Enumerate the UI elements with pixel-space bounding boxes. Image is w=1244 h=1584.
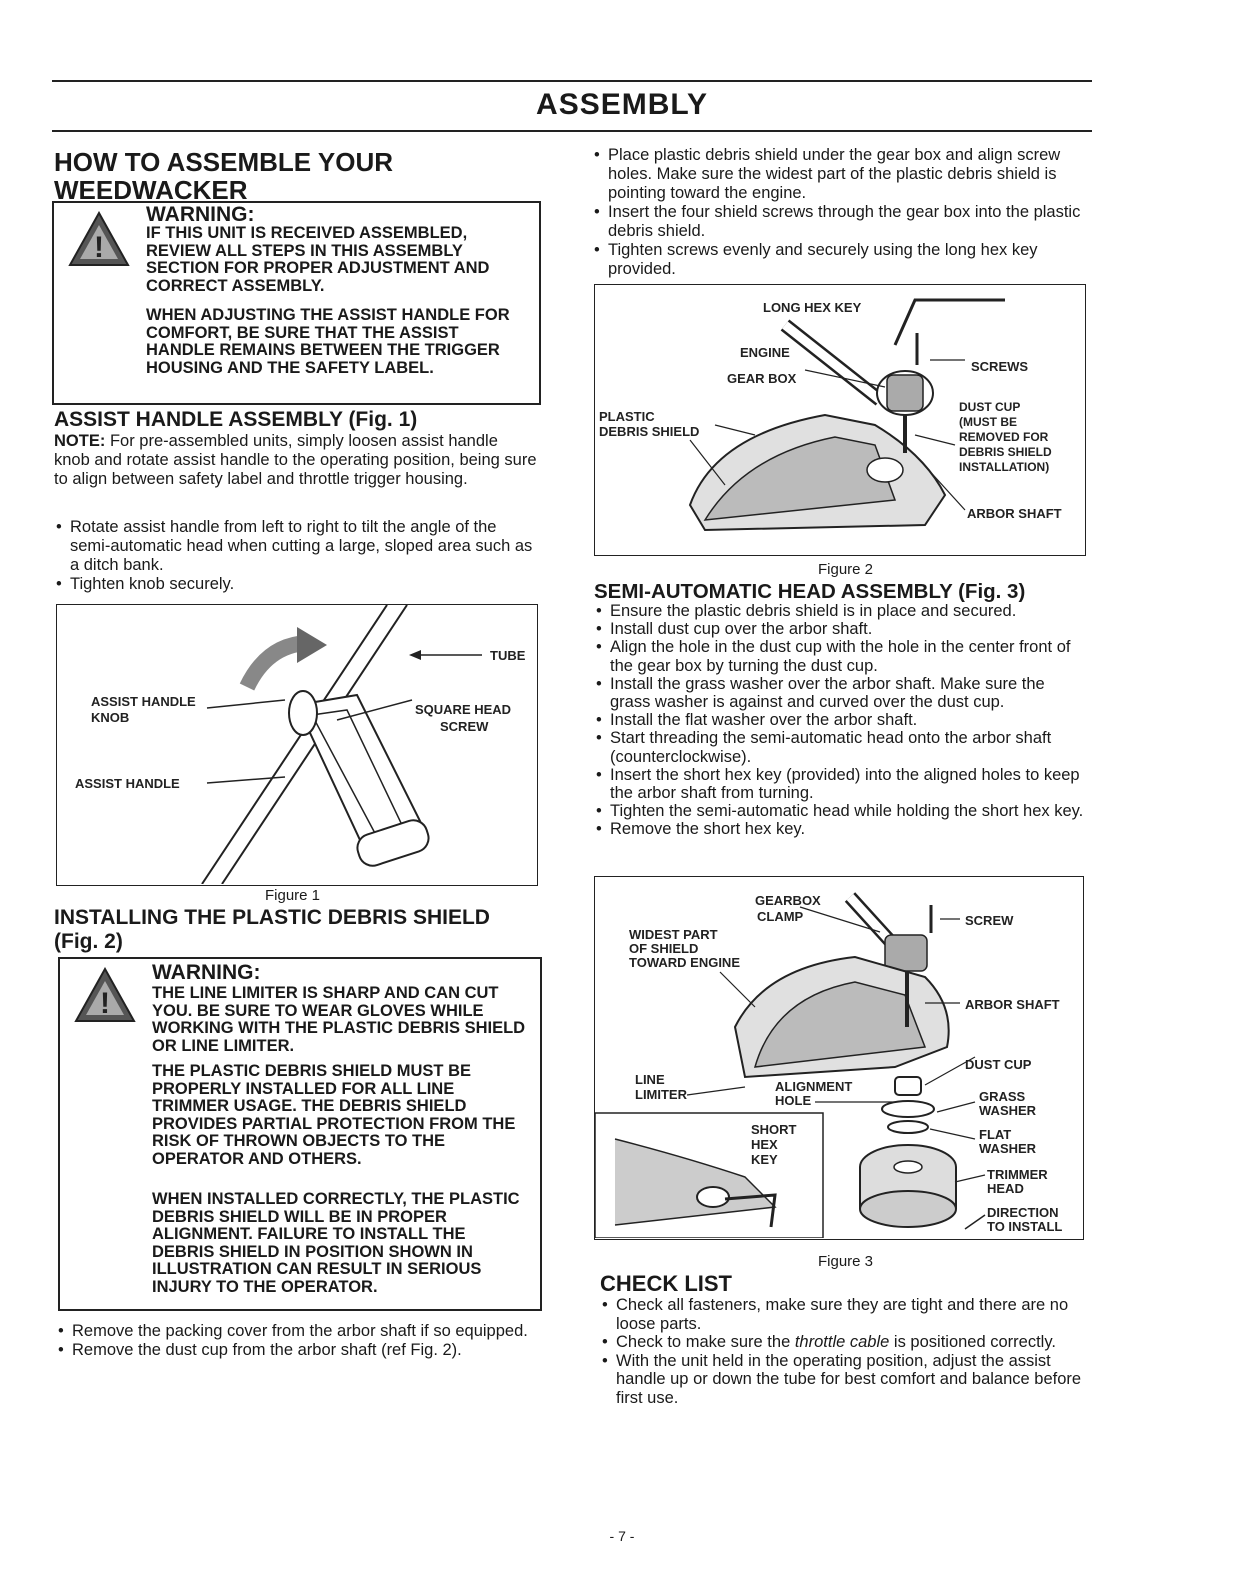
label-dust-cup: INSTALLATION) — [959, 460, 1050, 474]
warning-box-1 — [52, 201, 541, 405]
list-item: • Check all fasteners, make sure they are tight and there are no loose parts. — [600, 1296, 1090, 1333]
label-line-limiter: LIMITER — [635, 1087, 687, 1102]
page-number: - 7 - — [609, 1528, 635, 1544]
warning-triangle-icon — [68, 211, 130, 267]
section-heading-assist: ASSIST HANDLE ASSEMBLY (Fig. 1) — [54, 408, 418, 431]
label-dust-cup: DUST CUP — [965, 1057, 1032, 1072]
top-rule — [52, 80, 1092, 82]
main-heading: HOW TO ASSEMBLE YOUR WEEDWACKER — [54, 147, 393, 205]
warning-paragraph: THE LINE LIMITER IS SHARP AND CAN CUT YOU. BE SURE TO WEAR GLOVES WHILE WORKING WITH THE PLASTIC DEBRIS SHIELD OR LINE LIMITER. — [152, 984, 526, 1055]
label-handle: ASSIST HANDLE — [75, 776, 180, 791]
note-label: NOTE: — [54, 432, 106, 450]
warning-title: WARNING: — [146, 203, 255, 226]
label-widest-part: TOWARD ENGINE — [629, 955, 740, 970]
label-dust-cup: DUST CUP — [959, 400, 1021, 414]
label-flat-washer: WASHER — [979, 1141, 1037, 1156]
figure-caption: Figure 1 — [265, 887, 321, 904]
label-screw: SCREW — [965, 913, 1014, 928]
section-heading-shield: INSTALLING THE PLASTIC DEBRIS SHIELD — [54, 906, 490, 929]
label-knob-1: ASSIST HANDLE — [91, 694, 196, 709]
label-plastic: PLASTIC — [599, 409, 655, 424]
label-tube: TUBE — [490, 648, 526, 663]
figure-1 — [56, 604, 538, 886]
label-debris-shield: DEBRIS SHIELD — [599, 424, 700, 439]
label-engine: ENGINE — [740, 345, 790, 360]
warning-box-2 — [58, 957, 542, 1311]
list-item: • Tighten knob securely. — [54, 575, 538, 594]
label-short-hex-key: KEY — [751, 1152, 778, 1167]
page-title: ASSEMBLY — [536, 88, 708, 121]
list-item-text: Check to make sure the — [616, 1333, 791, 1352]
label-dust-cup: REMOVED FOR — [959, 430, 1049, 444]
label-widest-part: OF SHIELD — [629, 941, 699, 956]
figure-caption: Figure 3 — [818, 1253, 874, 1270]
label-long-hex-key: LONG HEX KEY — [763, 300, 862, 315]
figure-2 — [594, 284, 1086, 556]
list-item: • Install dust cup over the arbor shaft. — [594, 620, 1088, 638]
svg-text:!: ! — [94, 231, 104, 264]
figure-3 — [594, 876, 1084, 1240]
section-heading-checklist: CHECK LIST — [600, 1271, 732, 1296]
label-line-limiter: LINE — [635, 1072, 665, 1087]
note-text: For pre-assembled units, simply loosen assist handle knob and rotate assist handle to the operating position, being sure to align between safety label and throttle trigger housing. — [54, 432, 537, 488]
svg-text:!: ! — [100, 987, 110, 1020]
label-gearbox: GEARBOX — [755, 893, 821, 908]
shield-steps — [56, 1322, 540, 1360]
label-arbor-shaft: ARBOR SHAFT — [965, 997, 1060, 1012]
figure-3-illustration — [595, 877, 1082, 1238]
semi-auto-steps — [594, 602, 1088, 839]
list-item: • Rotate assist handle from left to right to tilt the angle of the semi-automatic head when cutting a large, sloped area such as a ditch bank. — [54, 518, 538, 575]
label-trimmer-head: TRIMMER — [987, 1167, 1048, 1182]
list-item: • Ensure the plastic debris shield is in place and secured. — [594, 602, 1088, 620]
checklist-items — [600, 1296, 1090, 1408]
label-alignment-hole: ALIGNMENT — [775, 1079, 853, 1094]
figure-1-illustration — [57, 605, 536, 884]
label-short-hex-key: HEX — [751, 1137, 778, 1152]
label-arbor-shaft: ARBOR SHAFT — [967, 506, 1062, 521]
label-dust-cup: DEBRIS SHIELD — [959, 445, 1052, 459]
label-grass-washer: WASHER — [979, 1103, 1037, 1118]
throttle-cable-text: throttle cable — [794, 1333, 890, 1352]
list-item: • Insert the short hex key (provided) into the aligned holes to keep the arbor shaft from turning. — [594, 766, 1088, 802]
list-item: • Align the hole in the dust cup with the hole in the center front of the gear box by turning the dust cup. — [594, 638, 1088, 674]
list-item: • Remove the packing cover from the arbor shaft if so equipped. — [56, 1322, 540, 1341]
list-item-text: is positioned correctly. — [893, 1333, 1056, 1352]
warning-paragraph: IF THIS UNIT IS RECEIVED ASSEMBLED, REVIEW ALL STEPS IN THIS ASSEMBLY SECTION FOR PROPER ADJUSTMENT AND CORRECT ASSEMBLY. — [146, 224, 490, 295]
note-paragraph — [54, 432, 538, 489]
label-grass-washer: GRASS — [979, 1089, 1026, 1104]
label-gear-box: GEAR BOX — [727, 371, 797, 386]
label-square-head: SQUARE HEAD — [415, 702, 512, 717]
list-item: • Insert the four shield screws through the gear box into the plastic debris shield. — [592, 203, 1088, 241]
warning-title: WARNING: — [152, 961, 261, 984]
list-item: • Install the flat washer over the arbor shaft. — [594, 711, 1088, 729]
list-item — [600, 1333, 1090, 1352]
label-direction: TO INSTALL — [987, 1219, 1063, 1234]
figure-caption: Figure 2 — [818, 561, 874, 578]
section-heading-semi: SEMI-AUTOMATIC HEAD ASSEMBLY (Fig. 3) — [594, 580, 1026, 603]
warning-paragraph: WHEN INSTALLED CORRECTLY, THE PLASTIC DEBRIS SHIELD WILL BE IN PROPER ALIGNMENT. FAILURE TO INSTALL THE DEBRIS SHIELD IN POSITION SHOWN IN ILLUSTRATION CAN RESULT IN SERIOUS INJURY TO THE OPERATOR. — [152, 1190, 520, 1296]
label-flat-washer: FLAT — [979, 1127, 1012, 1142]
label-screw: SCREW — [440, 719, 489, 734]
debris-shield-steps — [592, 146, 1088, 279]
label-widest-part: WIDEST PART — [629, 927, 718, 942]
list-item: • Remove the dust cup from the arbor shaft (ref Fig. 2). — [56, 1341, 540, 1360]
warning-triangle-icon — [74, 967, 136, 1023]
label-dust-cup: (MUST BE — [959, 415, 1017, 429]
label-clamp: CLAMP — [757, 909, 804, 924]
figure-2-illustration — [595, 285, 1084, 554]
list-item: • Tighten the semi-automatic head while holding the short hex key. — [594, 802, 1088, 820]
label-alignment-hole: HOLE — [775, 1093, 812, 1108]
list-item: • Install the grass washer over the arbor shaft. Make sure the grass washer is against and curved over the dust cup. — [594, 675, 1088, 711]
list-item: • With the unit held in the operating position, adjust the assist handle up or down the tube for best comfort and balance before first use. — [600, 1352, 1090, 1408]
label-screws: SCREWS — [971, 359, 1029, 374]
label-knob-2: KNOB — [91, 710, 130, 725]
list-item: • Tighten screws evenly and securely using the long hex key provided. — [592, 241, 1088, 279]
warning-paragraph: WHEN ADJUSTING THE ASSIST HANDLE FOR COMFORT, BE SURE THAT THE ASSIST HANDLE REMAINS BETWEEN THE TRIGGER HOUSING AND THE SAFETY LABEL. — [146, 306, 510, 377]
list-item: • Place plastic debris shield under the gear box and align screw holes. Make sure the widest part of the plastic debris shield is pointing toward the engine. — [592, 146, 1088, 203]
section-heading-shield-fig: (Fig. 2) — [54, 930, 123, 953]
title-rule — [52, 130, 1092, 132]
list-item: • Start threading the semi-automatic head onto the arbor shaft (counterclockwise). — [594, 729, 1088, 765]
list-item: • Remove the short hex key. — [594, 820, 1088, 838]
label-direction: DIRECTION — [987, 1205, 1059, 1220]
warning-paragraph: THE PLASTIC DEBRIS SHIELD MUST BE PROPERLY INSTALLED FOR ALL LINE TRIMMER USAGE. THE DEBRIS SHIELD PROVIDES PARTIAL PROTECTION FROM THE RISK OF THROWN OBJECTS TO THE OPERATOR AND OTHERS. — [152, 1062, 516, 1168]
label-trimmer-head: HEAD — [987, 1181, 1024, 1196]
assist-bullets — [54, 518, 538, 594]
label-short-hex-key: SHORT — [751, 1122, 797, 1137]
